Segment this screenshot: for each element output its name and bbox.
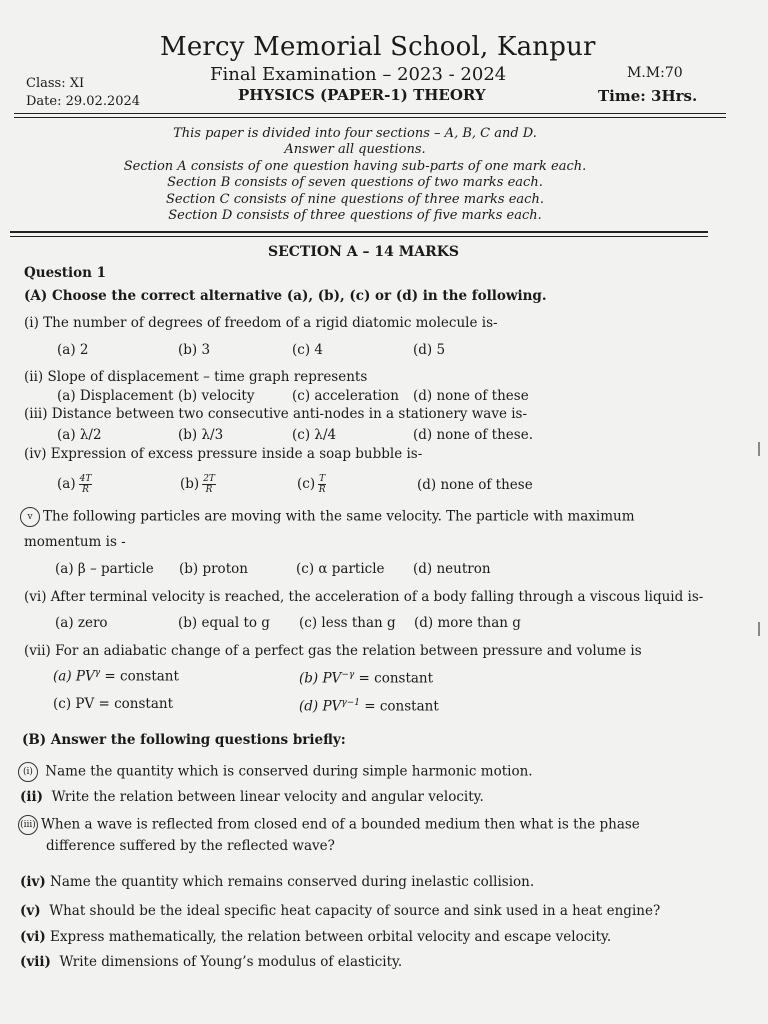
short-question: (i) Name the quantity which is conserved during simple harmonic motion. [18, 762, 533, 782]
option: (d) none of these. [413, 427, 533, 443]
instruction-line: Section B consists of seven questions of two marks each. [167, 175, 543, 190]
option: (a) $PV^\gamma$ = constant [53, 668, 179, 685]
option: (b) proton [179, 561, 248, 577]
question-text-cont: momentum is - [24, 534, 126, 550]
fraction [318, 474, 326, 495]
class-label: Class: XI [26, 76, 85, 91]
short-question: (vii) Write dimensions of Young’s modulus of elasticity. [20, 954, 403, 970]
section-rule-bottom [10, 236, 708, 237]
max-marks: M.M:70 [627, 65, 683, 81]
scan-mark [758, 442, 760, 456]
fraction [79, 474, 93, 495]
exam-title: Final Examination – 2023 - 2024 [210, 64, 507, 85]
option: (d) $PV^{\gamma-1}$ = constant [299, 698, 439, 715]
option-label: (c) [297, 476, 316, 492]
question-text: (ii) Slope of displacement – time graph represents [24, 369, 368, 385]
option: (a) 2 [57, 342, 89, 358]
question-label: Question 1 [24, 265, 107, 281]
option: (c) α particle [296, 561, 385, 577]
question-text: v The following particles are moving with the same velocity. The particle with maximum [20, 507, 635, 527]
option: (d) none of these [413, 388, 529, 404]
option: (d) 5 [413, 342, 446, 358]
part-a-heading: (A) Choose the correct alternative (a), (b), (c) or (d) in the following. [24, 288, 547, 304]
instruction-line: Section A consists of one question having sub-parts of one mark each. [123, 159, 587, 174]
numerator: T [319, 474, 326, 484]
option: (d) neutron [413, 561, 491, 577]
option: (c) acceleration [292, 388, 399, 404]
option-fraction [57, 474, 92, 495]
option: (b) velocity [178, 388, 255, 404]
handwritten-circled-label: (iii) [18, 815, 38, 835]
instruction-line: Section D consists of three questions of five marks each. [168, 208, 542, 223]
option: (b) 3 [178, 342, 211, 358]
short-question: (iii) When a wave is reflected from closed end of a bounded medium then what is the phase [18, 815, 640, 835]
numerator: 4T [79, 474, 92, 484]
handwritten-circled-label: (i) [18, 762, 38, 782]
section-rule-top [10, 231, 708, 233]
handwritten-circled-number: v [20, 507, 40, 527]
option: (c) less than g [299, 615, 396, 631]
header-rule-top [14, 113, 726, 114]
short-question: (vi) Express mathematically, the relation between orbital velocity and escape velocity. [20, 929, 612, 945]
instruction-line: Section C consists of nine questions of three marks each. [166, 192, 544, 207]
denominator: R [318, 485, 326, 495]
header-rule-bottom [14, 117, 726, 118]
time-label: Time: 3Hrs. [598, 87, 698, 105]
question-text: (vii) For an adiabatic change of a perfect gas the relation between pressure and volume is [24, 643, 642, 659]
short-question: (ii) Write the relation between linear velocity and angular velocity. [20, 789, 484, 805]
short-question-cont: difference suffered by the reflected wave? [46, 838, 335, 854]
fraction [202, 474, 216, 495]
paper-title: PHYSICS (PAPER-1) THEORY [238, 86, 486, 104]
section-title: SECTION A – 14 MARKS [268, 244, 459, 260]
option: (a) zero [55, 615, 108, 631]
option: (a) λ/2 [57, 427, 102, 443]
denominator: R [82, 485, 89, 495]
option-label: (a) [57, 476, 76, 492]
short-question: (v) What should be the ideal specific heat capacity of source and sink used in a heat engine? [20, 903, 661, 919]
option: (a) β – particle [55, 561, 154, 577]
question-text: (iv) Expression of excess pressure inside a soap bubble is- [24, 446, 423, 462]
question-text: (i) The number of degrees of freedom of a rigid diatomic molecule is- [24, 315, 498, 331]
question-text: (vi) After terminal velocity is reached, the acceleration of a body falling through a viscous liquid is- [24, 589, 704, 605]
option: (d) more than g [414, 615, 521, 631]
option: (c) λ/4 [292, 427, 337, 443]
question-text: (iii) Distance between two consecutive anti-nodes in a stationery wave is- [24, 406, 528, 422]
part-b-heading: (B) Answer the following questions briefly: [22, 732, 346, 748]
option: (b) equal to g [178, 615, 270, 631]
option: (b) λ/3 [178, 427, 224, 443]
date-label: Date: 29.02.2024 [26, 94, 141, 109]
option: (c) 4 [292, 342, 323, 358]
option: (c) PV = constant [53, 696, 174, 712]
option: (d) none of these [417, 477, 533, 493]
instruction-line: This paper is divided into four sections – A, B, C and D. [173, 126, 537, 141]
short-question: (iv) Name the quantity which remains conserved during inelastic collision. [20, 874, 535, 890]
option-fraction [297, 474, 326, 495]
option: (b) $PV^{-\gamma}$ = constant [299, 670, 434, 687]
numerator: 2T [203, 474, 215, 484]
option-label: (b) [180, 476, 200, 492]
option-fraction [180, 474, 216, 495]
school-name: Mercy Memorial School, Kanpur [160, 32, 596, 62]
instruction-line: Answer all questions. [284, 142, 426, 157]
option: (a) Displacement [57, 388, 174, 404]
scan-mark [758, 622, 760, 636]
denominator: R [205, 485, 213, 495]
